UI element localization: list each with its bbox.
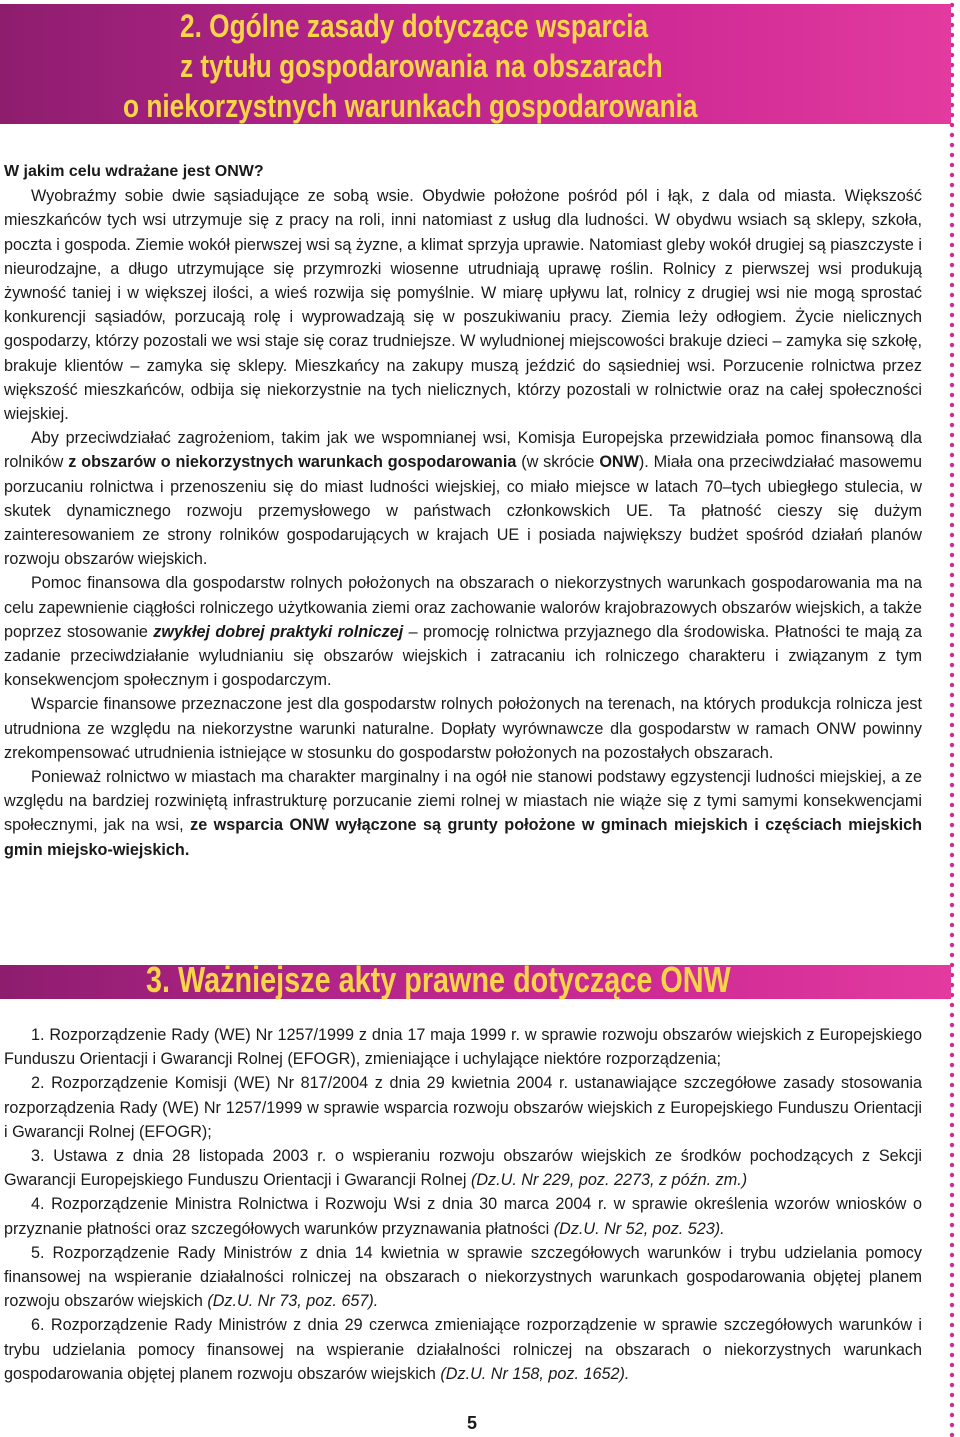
paragraph-2-bold-term: z obszarów o niekorzystnych warunkach gospodarowania [68,453,517,472]
legal-act-citation: (Dz.U. Nr 229, poz. 2273, z późn. zm.) [470,1171,748,1190]
paragraph-2 [4,426,922,571]
section-2-header [0,4,951,124]
paragraph-3-text-c: – promocję rolnictwa przyjaznego dla środowiska. Płatności te mają za zadanie przeciwdziałanie wyludnianiu się obszarów wiejskich i zatracaniu ich rolniczego charakteru i związanym z tym konsekwencjom społecznym i gospodarczym. [4,622,922,690]
paragraph-4: Wsparcie finansowe przeznaczone jest dla gospodarstw rolnych położonych na terenach, na których produkcja rolnicza jest utrudniona ze względu na niekorzystne warunki naturalne. Dopłaty wyrównawcze dla gospodarstw w ramach ONW powinny zrekompensować utrudnienia istniejące w stosunku do gospodarstw położonych na pozostałych obszarach. [4,695,922,762]
paragraph-2-text-c: (w skrócie [516,453,600,472]
legal-acts-list [4,1023,922,1386]
paragraph-2-text-e: ). Miała ona przeciwdziałać masowemu porzucaniu rolnictwa i przenoszeniu się do miast ludności wiejskiej, co miało miejsce w latach 70–tych ubiegłego stulecia, w skutek dynamicznego rozwoju przemysłowego w państwach członkowskich UE. Ta płatność cieszy się dużym zainteresowaniem ze strony rolników gospodarujących w krajach UE i posiada największy budżet spośród działań planów rozwoju obszarów wiejskich. [4,453,923,569]
legal-act-item [4,1071,922,1144]
legal-act-citation: (Dz.U. Nr 158, poz. 1652). [440,1364,630,1383]
paragraph-5 [4,765,922,862]
legal-act-citation: (Dz.U. Nr 52, poz. 523). [553,1219,725,1238]
section-2-title-line-2: z tytułu gospodarowania na obszarach [180,48,663,84]
legal-act-text: 5. Rozporządzenie Rady Ministrów z dnia 14 kwietnia w sprawie szczegółowych warunków i trybu udzielania pomocy finansowej na wspieranie działalności rolniczej na obszarach o niekorzystnych warunkach gospodarowania objętej planem rozwoju obszarów wiejskich [4,1243,922,1311]
legal-act-text: 1. Rozporządzenie Rady (WE) Nr 1257/1999 z dnia 17 maja 1999 r. w sprawie rozwoju obszarów wiejskich z Europejskiego Funduszu Orientacji i Gwarancji Rolnej (EFOGR), zmieniające i uchylające niektóre rozporządzenia; [4,1026,922,1069]
legal-act-item [4,1144,922,1192]
section-2-body [4,160,922,862]
legal-act-item [4,1192,922,1240]
section-3-header [0,959,951,1000]
page-number: 5 [467,1413,478,1433]
paragraph-1: Wyobraźmy sobie dwie sąsiadujące ze sobą wsie. Obydwie położone pośród pól i łąk, z dala od miasta. Większość mieszkańców tych wsi utrzymuje się z pracy na roli, inni natomiast z usług dla ludności. W obydwu wsiach są sklepy, szkoła, poczta i gospoda. Ziemie wokół pierwszej wsi są żyzne, a klimat sprzyja uprawie. Natomiast gleby wokół drugiej są piaszczyste i nieurodzajne, a długo utrzymujące się przymrozki wiosenne utrudniają uprawę roślin. Rolnicy z pierwszej wsi produkują żywność taniej i w większej ilości, a wieś rozwija się pomyślnie. W miarę upływu lat, rolnicy z drugiej wsi nie mogą sprostać konkurencji sąsiadów, porzucają rolę i wyprowadzają się w poszukiwaniu pracy. Ziemia leży odłogiem. Życie nielicznych gospodarzy, którzy pozostali we wsi staje się coraz trudniejsze. W wyludnionej miejscowości brakuje dzieci – zamyka się szkołę, brakuje klientów – zamyka się sklepy. Mieszkańcy na zakupy muszą jeździć do sąsiedniej wsi. Porzucenie rolnictwa przez większość mieszkańców, odbija się niekorzystnie na tych nielicznych, którzy pozostali w rolnictwie oraz na całej społeczności wiejskiej. [4,187,922,424]
paragraph-3-emphasis: zwykłej dobrej praktyki rolniczej [153,622,404,641]
section-3-title: 3. Ważniejsze akty prawne dotyczące ONW [146,959,731,1000]
legal-act-text: 2. Rozporządzenie Komisji (WE) Nr 817/2004 z dnia 29 kwietnia 2004 r. ustanawiające szczegółowe zasady stosowania rozporządzenia Rady (WE) Nr 1257/1999 w sprawie wsparcia rozwoju obszarów wiejskich z Europejskiego Funduszu Orientacji i Gwarancji Rolnej (EFOGR); [4,1074,922,1141]
section-2-title-line-1: 2. Ogólne zasady dotyczące wsparcia [180,8,649,44]
legal-act-item [4,1023,922,1071]
paragraph-5-text-a: Ponieważ rolnictwo w miastach ma charakter marginalny i na ogół nie stanowi podstawy egzystencji ludności miejskiej, a ze względu na bardziej rozwiniętą infrastrukturę porzucanie ziemi rolnej w miastach nie wiąże się z tymi samymi konsekwencjami społecznymi, jak na wsi, [4,768,922,835]
paragraph-3 [4,571,922,692]
dotted-border-decoration [947,0,957,1437]
legal-act-text: 3. Ustawa z dnia 28 listopada 2003 r. o wspieraniu rozwoju obszarów wiejskich ze środków pochodzących z Sekcji Gwarancji Europejskiego Funduszu Orientacji i Gwarancji Rolnej [4,1147,922,1190]
paragraph-3-text-a: Pomoc finansowa dla gospodarstw rolnych położonych na obszarach o niekorzystnych warunkach gospodarowania ma na celu zapewnienie ciągłości rolniczego użytkowania ziemi oraz zachowanie walorów krajobrazowych obszarów wiejskich, a także poprzez stosowanie [4,574,922,641]
paragraph-2-text-a: Aby przeciwdziałać zagrożeniom, takim jak we wspomnianej wsi, Komisja Europejska przewidziała pomoc finansową dla rolników [4,429,922,472]
legal-act-text: 4. Rozporządzenie Ministra Rolnictwa i Rozwoju Wsi z dnia 30 marca 2004 r. w sprawie określenia wzorów wniosków o przyznanie płatności oraz szczegółowych warunków przyznawania płatności [4,1195,922,1238]
legal-act-text: 6. Rozporządzenie Rady Ministrów z dnia 29 czerwca zmieniające rozporządzenie w sprawie szczegółowych warunków i trybu udzielania pomocy finansowej na wspieranie działalności rolniczej na obszarach o niekorzystnych warunkach gospodarowania objętej planem rozwoju obszarów wiejskich [4,1316,922,1383]
legal-act-item [4,1313,922,1386]
section-question: W jakim celu wdrażane jest ONW? [4,163,264,180]
legal-act-item [4,1241,922,1314]
paragraph-5-bold-conclusion: ze wsparcia ONW wyłączone są grunty położone w gminach miejskich i częściach miejskich gmin miejsko-wiejskich. [4,816,922,859]
section-2-title-line-3: o niekorzystnych warunkach gospodarowania [123,88,698,124]
paragraph-2-abbreviation: ONW [599,453,639,472]
legal-act-citation: (Dz.U. Nr 73, poz. 657). [207,1292,379,1311]
